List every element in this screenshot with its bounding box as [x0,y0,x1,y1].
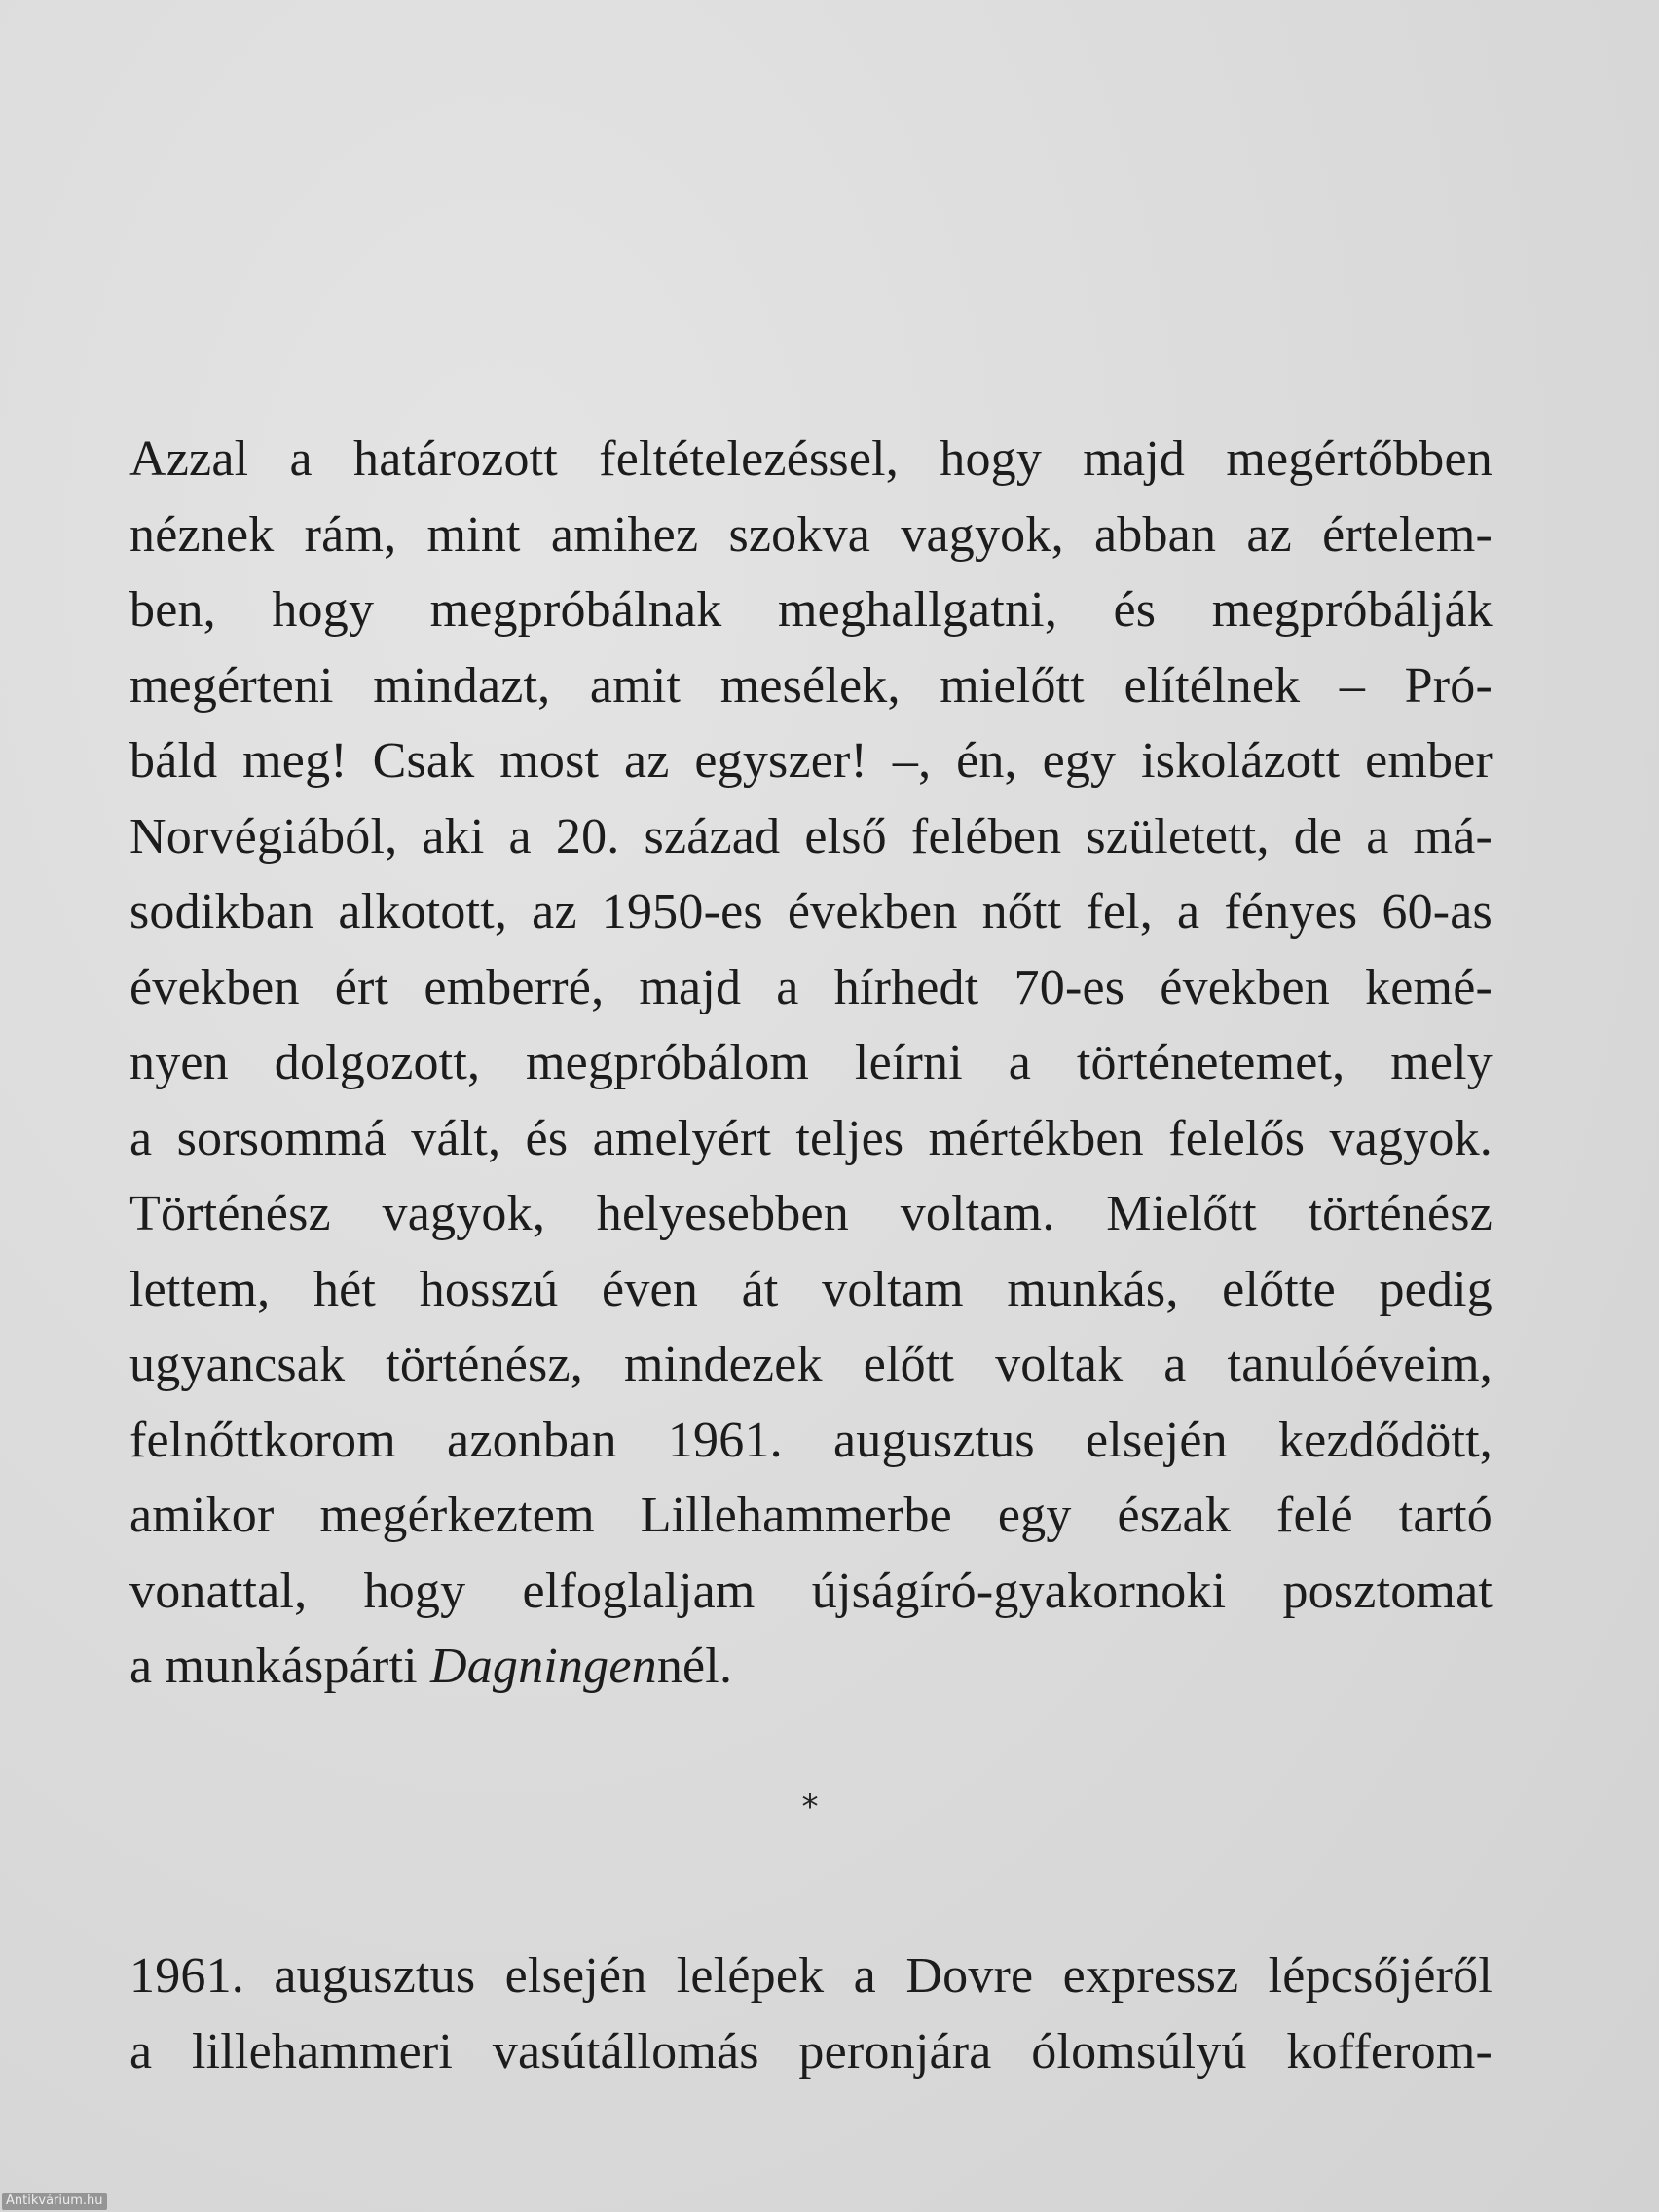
text-line: nyen dolgozott, megpróbálom leírni a történetemet, mely [129,1035,1493,1090]
text-line: Azzal a határozott feltételezéssel, hogy majd megértőbben [129,431,1493,487]
text-line: megérteni mindazt, amit mesélek, mielőtt elítélnek – Pró- [129,657,1493,714]
text-line: felnőttkorom azonban 1961. augusztus elsején kezdődött, [129,1412,1493,1468]
text-line: néznek rám, mint amihez szokva vagyok, abban az értelem- [129,506,1493,563]
text-line: vonattal, hogy elfoglaljam újságíró-gyakornoki posztomat [129,1563,1493,1619]
text-line: a lillehammeri vasútállomás peronjára ólomsúlyú kofferom- [129,2023,1493,2080]
paragraph-next-section [129,1938,1493,2089]
section-separator-asterisk: * [801,1788,819,1826]
newspaper-title-italic: Dagningen [429,1639,657,1694]
source-watermark: Antikvárium.hu [2,2193,107,2210]
text-line: ugyancsak történész, mindezek előtt voltak a tanulóéveim, [129,1337,1493,1392]
text-line: báld meg! Csak most az egyszer! –, én, egy iskolázott ember [129,733,1493,789]
text-line: a sorsommá vált, és amelyért teljes mértékben felelős vagyok. [129,1110,1493,1166]
text-line: amikor megérkeztem Lillehammerbe egy észak felé tartó [129,1488,1493,1543]
text-line: lettem, hét hosszú éven át voltam munkás, előtte pedig [129,1261,1493,1317]
text-line: 1961. augusztus elsején lelépek a Dovre expressz lépcsőjéről [129,1948,1493,2004]
text-fragment: a munkáspárti [129,1639,430,1694]
text-fragment: nél. [656,1639,733,1694]
text-line: években ért emberré, majd a hírhedt 70-es években kemé- [129,959,1493,1015]
text-line: Történész vagyok, helyesebben voltam. Mielőtt történész [129,1186,1493,1241]
paragraph-opening [129,422,1493,1705]
text-line-last [129,1629,1493,1705]
text-line: Norvégiából, aki a 20. század első felében született, de a má- [129,808,1493,865]
text-line: ben, hogy megpróbálnak meghallgatni, és megpróbálják [129,582,1493,638]
text-line: sodikban alkotott, az 1950-es években nőtt fel, a fényes 60-as [129,884,1493,940]
